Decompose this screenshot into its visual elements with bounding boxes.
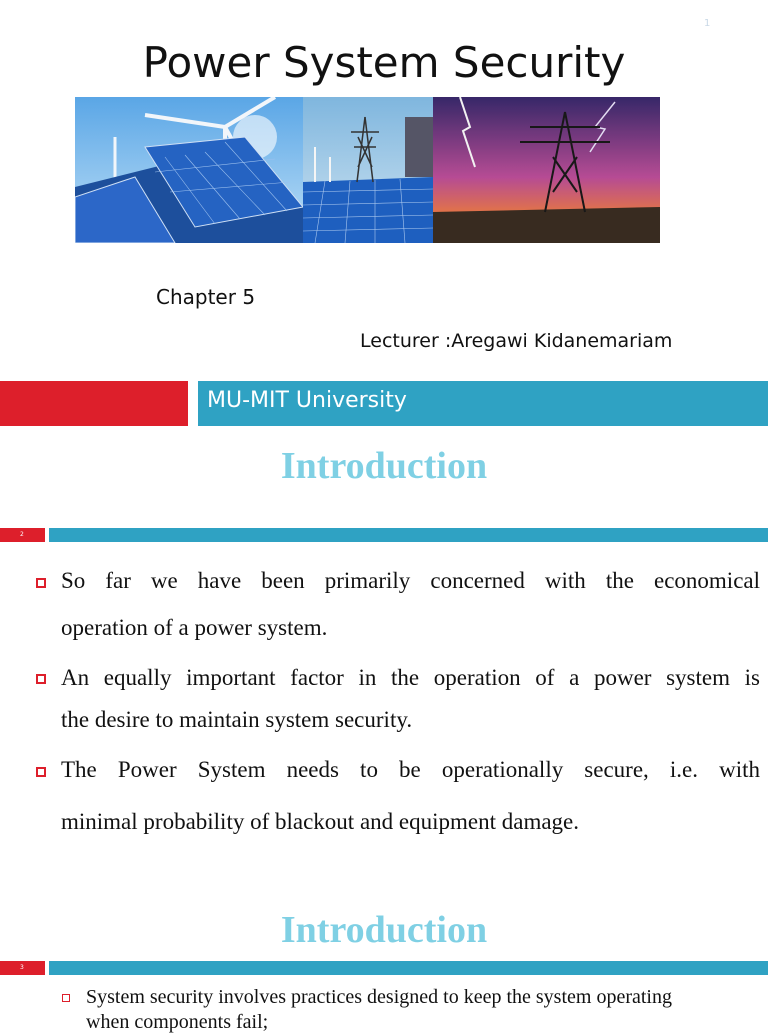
slide2-bullet-3-line1: The Power System needs to be operationally secure, i.e. with — [61, 757, 760, 782]
slide2-heading: Introduction — [280, 445, 488, 487]
slide2-number: 2 — [20, 531, 24, 538]
slide2-bullet-2-line2: the desire to maintain system security. — [61, 707, 413, 732]
slide3-bullet-1-line1: System security involves practices designed to keep the system operating — [86, 986, 672, 1008]
lecturer-label: Lecturer :Aregawi Kidanemariam — [360, 330, 673, 352]
slide2-bullet-1-line1: So far we have been primarily concerned with the economical — [61, 568, 760, 593]
university-label: MU-MIT University — [207, 388, 407, 413]
slide3-heading: Introduction — [280, 909, 488, 951]
slide3-header-blue-bar — [49, 961, 768, 975]
slide2-bullet-1-line2: operation of a power system. — [61, 615, 328, 640]
chapter-label: Chapter 5 — [156, 285, 256, 309]
slide3-number: 3 — [20, 964, 24, 971]
slide3-bullet-1-line2: when components fail; — [86, 1011, 269, 1033]
hollow-square-bullet-icon — [62, 994, 70, 1002]
slide2-bullet-2-line1: An equally important factor in the operation of a power system is — [61, 665, 760, 690]
hollow-square-bullet-icon — [36, 674, 46, 684]
hollow-square-bullet-icon — [36, 767, 46, 777]
slide2-bullet-3-line2: minimal probability of blackout and equipment damage. — [61, 809, 580, 834]
hollow-square-bullet-icon — [36, 578, 46, 588]
footer-red-bar — [0, 381, 188, 426]
banner-image — [75, 97, 660, 243]
slide-number: 1 — [704, 18, 711, 29]
slide-title: Power System Security — [142, 38, 626, 87]
slide2-header-blue-bar — [49, 528, 768, 542]
